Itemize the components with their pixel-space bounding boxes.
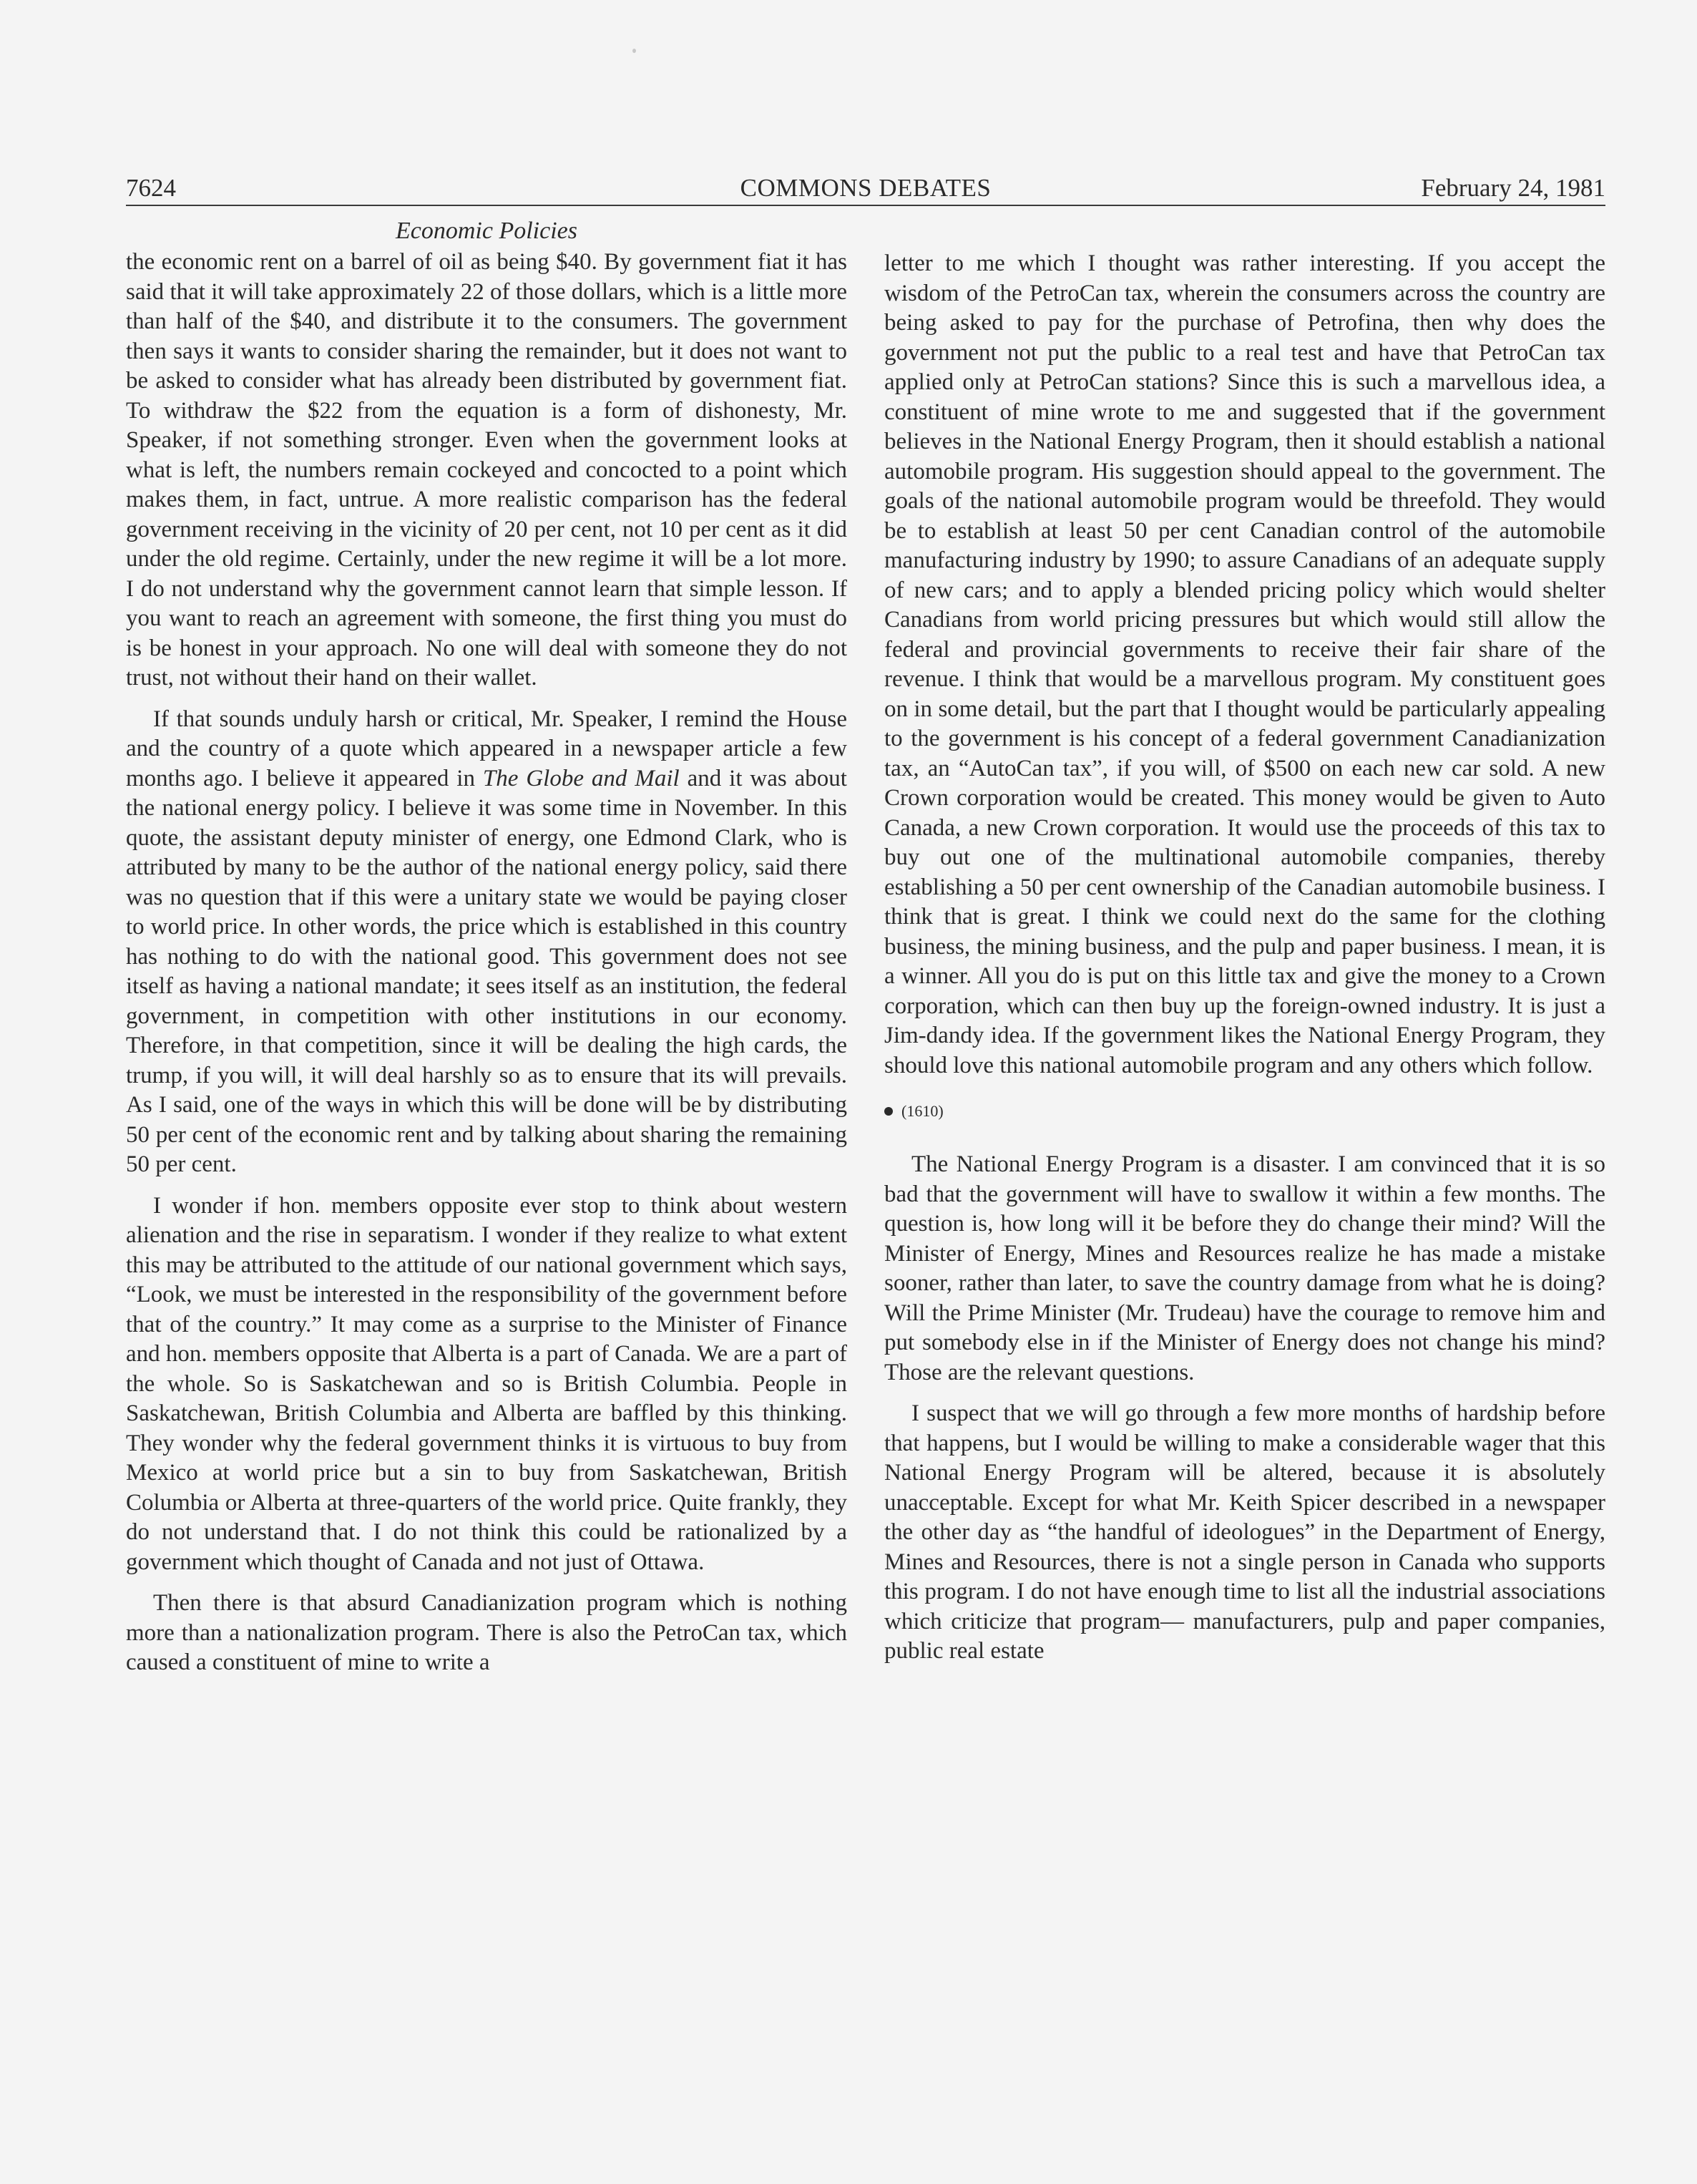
paragraph: I suspect that we will go through a few more months of hardship before that happens, but I would be willing to make a considerable wager that this National Energy Program will be altered, because it is absolutely unacceptable. Except for what Mr. Keith Spicer described in a newspaper the other day as “the handful of ideologues” in the Department of Energy, Mines and Resources, there is not a single person in Canada who supports this program. I do not have enough time to list all the industrial associations which criticize that program— manufacturers, pulp and paper companies, public real estate	[884, 1400, 1605, 1664]
paragraph: I wonder if hon. members opposite ever stop to think about western alienation and the rise in separatism. I wonder if they realize to what extent this may be attributed to the attitude of our national government which says, “Look, we must be interested in the responsibility of the government before that of the country.” It may come as a surprise to the Minister of Finance and hon. members opposite that Alberta is a part of Canada. We are a part of the whole. So is Saskatchewan and so is British Columbia. People in Saskatchewan, British Columbia and Alberta are baffled by this thinking. They wonder why the federal government thinks it is virtuous to buy from Mexico at world price but a sin to buy from Saskatchewan, British Columbia or Alberta at three-quarters of the world price. Quite frankly, they do not understand that. I do not think this could be rationalized by a government which thought of Canada and not just of Ottawa.	[126, 1192, 847, 1575]
paragraph-text: and it was about the national energy policy. I believe it was some time in November. In this quote, the assistant deputy minister of energy, one Edmond Clark, who is attributed by many to be the author of the national energy policy, said there was no question that if this were a unitary state we would be paying closer to world price. In other words, the price which is established in this country has nothing to do with the national good. This government does not see itself as having a national mandate; it sees itself as an institution, the federal government, in competition with other institutions in our economy. Therefore, in that competition, since it will be dealing the high cards, the trump, if you will, it will deal harshly so as to ensure that its will prevails. As I said, one of the ways in which this will be done will be by distributing 50 per cent of the economic rent and by talking about sharing the remaining 50 per cent.	[126, 765, 847, 1177]
paragraph-text: If that sounds unduly harsh or critical, Mr. Speaker, I remind the House and the country of a quote which appeared in a newspaper article a few months ago. I believe it appeared in	[126, 706, 847, 791]
time-marker-text: (1610)	[901, 1102, 944, 1120]
paragraph: The National Energy Program is a disaster. I am convinced that it is so bad that the government will have to swallow it within a few months. The question is, how long will it be before they do change their mind? Will the Minister of Energy, Mines and Resources realize he has made a mistake sooner, rather than later, to save the country damage from what he is doing? Will the Prime Minister (Mr. Trudeau) have the courage to remove him and put somebody else in if the Minister of Energy does not change his mind? Those are the relevant questions.	[884, 1151, 1605, 1385]
newspaper-title: The Globe and Mail	[482, 765, 680, 791]
publication-title: COMMONS DEBATES	[740, 174, 992, 202]
paragraph: letter to me which I thought was rather interesting. If you accept the wisdom of the PetroCan tax, wherein the consumers across the country are being asked to pay for the purchase of Petrofina, then why does the government not put the public to a real test and have that PetroCan tax applied only at PetroCan stations? Since this is such a marvellous idea, a constituent of mine wrote to me and suggested that if the government believes in the National Energy Program, then it should establish a national automobile program. His suggestion should appeal to the government. The goals of the national automobile program would be threefold. They would be to establish at least 50 per cent Canadian control of the automobile manufacturing industry by 1990; to assure Canadians of an adequate supply of new cars; and to apply a blended pricing policy which would shelter Canadians from world pricing pressures but which would still allow the federal and provincial governments to receive their fair share of the revenue. I think that would be a marvellous program. My constituent goes on in some detail, but the part that I thought would be particularly appealing to the government is his concept of a federal government Canadianization tax, an “AutoCan tax”, if you will, of $500 on each new car sold. A new Crown corporation would be created. This money would be given to Auto Canada, a new Crown corporation. It would use the proceeds of this tax to buy out one of the multinational automobile companies, thereby establishing a 50 per cent ownership of the Canadian automobile business. I think that is great. I think we could next do the same for the clothing business, the mining business, and the pulp and paper business. I mean, it is a winner. All you do is put on this little tax and give the money to a Crown corporation, which can then buy up the foreign-owned industry. It is just a Jim-dandy idea. If the government likes the National Energy Program, they should love this national automobile program and any others which follow.	[884, 250, 1605, 1078]
time-marker	[884, 1096, 1605, 1126]
page-header	[126, 172, 1605, 206]
section-title: Economic Policies	[396, 218, 577, 244]
paragraph	[126, 705, 847, 1180]
page-date: February 24, 1981	[1421, 174, 1605, 202]
paragraph: the economic rent on a barrel of oil as being $40. By government fiat it has said that it will take approximately 22 of those dollars, which is a little more than half of the $40, and distribute it to the consumers. The government then says it wants to consider sharing the remainder, but it does not want to be asked to consider what has already been distributed by government fiat. To withdraw the $22 from the equation is a form of dishonesty, Mr. Speaker, if not something stronger. Even when the government looks at what is left, the numbers remain cockeyed and concocted to a point which makes them, in fact, untrue. A more realistic comparison has the federal government receiving in the vicinity of 20 per cent, not 10 per cent as it did under the old regime. Certainly, under the new regime it will be a lot more. I do not understand why the government cannot learn that simple lesson. If you want to reach an agreement with someone, the first thing you must do is be honest in your approach. No one will deal with someone they do not trust, not without their hand on their wallet.	[126, 249, 847, 691]
left-column	[126, 206, 847, 1690]
document-page	[126, 172, 1605, 2004]
bullet-icon	[884, 1107, 893, 1116]
right-column	[884, 249, 1605, 1678]
page-number: 7624	[126, 174, 176, 202]
paragraph: Then there is that absurd Canadianization program which is nothing more than a nationalization program. There is also the PetroCan tax, which caused a constituent of mine to write a	[126, 1590, 847, 1675]
scan-speck	[632, 49, 636, 53]
